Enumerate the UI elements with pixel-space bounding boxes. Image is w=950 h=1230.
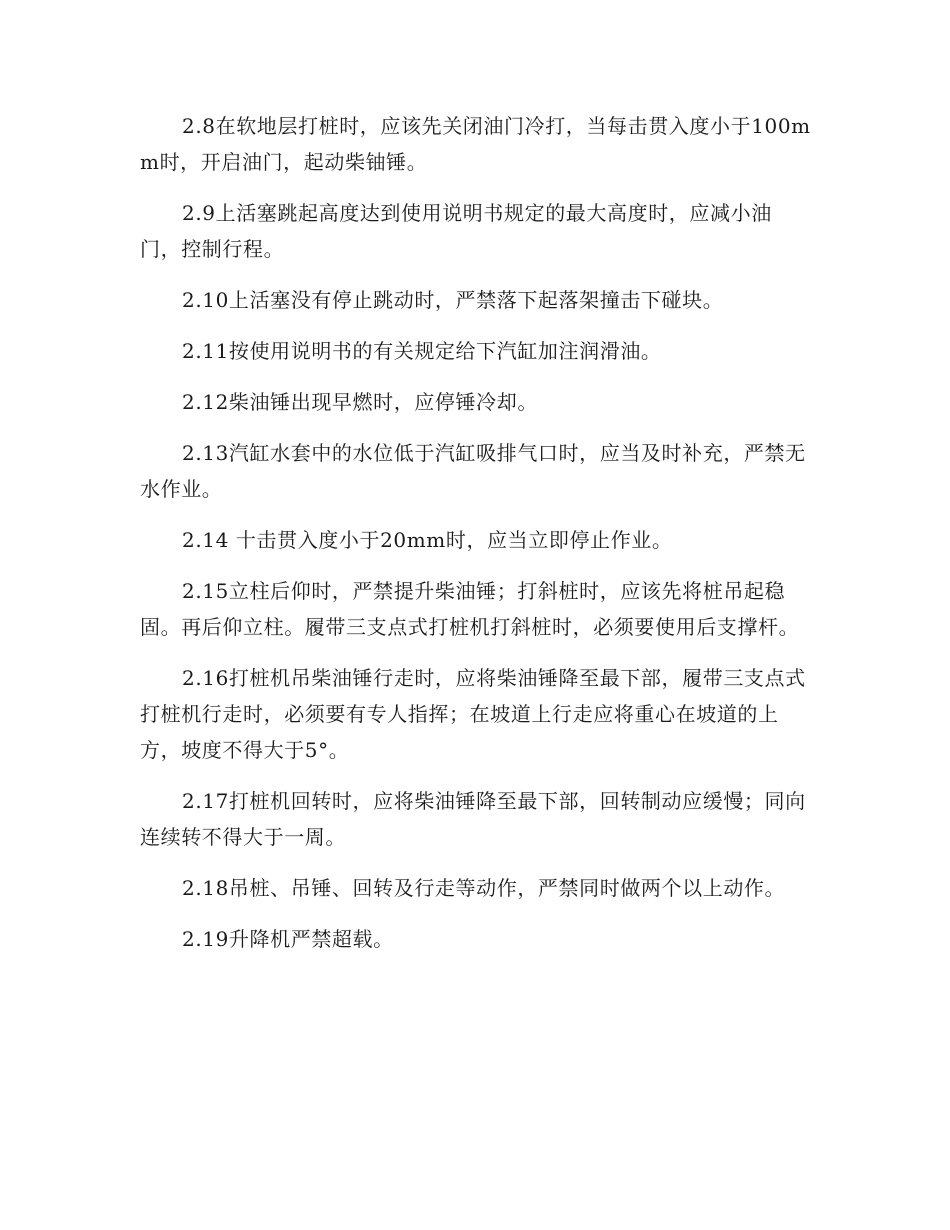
- paragraph-2-13: 2.13汽缸水套中的水位低于汽缸吸排气口时，应当及时补充，严禁无水作业。: [140, 441, 806, 501]
- paragraph-2-15: 2.15立柱后仰时，严禁提升柴油锤；打斜桩时，应该先将桩吊起稳固。再后仰立柱。履带三支点式打桩机打斜桩时，必须要使用后支撑杆。: [140, 579, 800, 639]
- paragraph-2-9: 2.9上活塞跳起高度达到使用说明书规定的最大高度时，应减小油门，控制行程。: [140, 201, 772, 261]
- paragraph-2-16: 2.16打桩机吊柴油锤行走时，应将柴油锤降至最下部，履带三支点式打桩机行走时，必须要有专人指挥；在坡道上行走应将重心在坡道的上方，坡度不得大于5°。: [140, 666, 806, 762]
- paragraph-2-19: 2.19升降机严禁超载。: [182, 927, 394, 951]
- paragraph-2-10: 2.10上活塞没有停止跳动时，严禁落下起落架撞击下碰块。: [182, 288, 724, 312]
- paragraph-2-14: 2.14 十击贯入度小于20mm时，应当立即停止作业。: [182, 528, 673, 552]
- paragraph-2-8: 2.8在软地层打桩时，应该先关闭油门冷打，当每击贯入度小于100mm时，开启油门，起动柴铀锤。: [140, 114, 811, 174]
- paragraph-2-17: 2.17打桩机回转时，应将柴油锤降至最下部，回转制动应缓慢；同向连续转不得大于一周。: [140, 789, 806, 849]
- paragraph-2-11: 2.11按使用说明书的有关规定给下汽缸加注润滑油。: [182, 339, 662, 363]
- paragraph-2-18: 2.18吊桩、吊锤、回转及行走等动作，严禁同时做两个以上动作。: [182, 876, 786, 900]
- paragraph-2-12: 2.12柴油锤出现早燃时，应停锤冷却。: [182, 390, 538, 414]
- document-body: [140, 108, 812, 972]
